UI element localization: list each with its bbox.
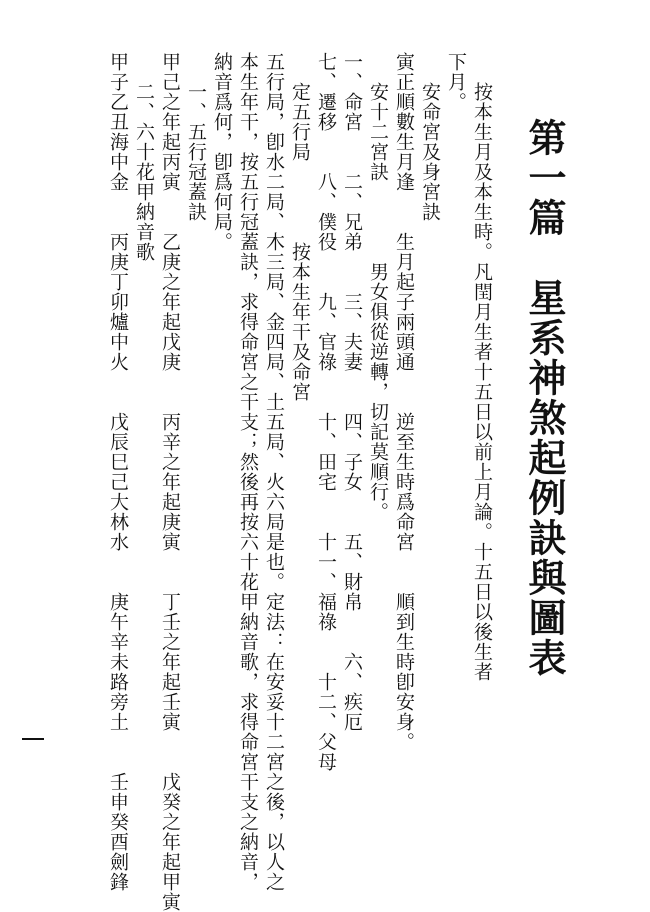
- palace-list-1: 一、命宮 二、兄弟 三、夫妻 四、子女 五、財帛 六、疾厄: [341, 52, 363, 732]
- text-column-15: 甲子乙丑海中金 丙庚丁卯爐中火 戊辰巳己大林水 庚午辛未路旁土 壬申癸酉劍鋒: [107, 52, 129, 892]
- section-heading-ming-gong: 安命宮及身宮訣: [419, 82, 441, 222]
- section-heading-twelve-palaces: 安十二宮訣 男女俱從逆轉，切記莫順行。: [367, 82, 389, 522]
- text-column-4: 寅正順數生月逢 生月起子兩頭通 逆至生時爲命宮 順到生時卽安身。: [393, 52, 415, 752]
- text-column-1: 按本生月及本生時。凡閏月生者十五日以前上月論。十五日以後生者: [471, 82, 493, 682]
- chapter-number: 第一篇: [522, 118, 567, 238]
- subsection-heading-1: 一、五行冠蓋訣: [185, 82, 207, 222]
- subsection-heading-2: 二、六十花甲納音歌: [133, 82, 155, 262]
- page-number-mark: [22, 738, 44, 740]
- text-column-13: 甲己之年起丙寅 乙庚之年起戊庚 丙辛之年起庚寅 丁壬之年起壬寅 戊癸之年起甲寅: [159, 52, 181, 912]
- text-column-9: 五行局，卽水二局、木三局、金四局、土五局、火六局是也。定法：在安妥十二宮之後，以人之: [263, 52, 285, 892]
- section-heading-wuxing: 定五行局 按本生年干及命宮: [289, 82, 311, 402]
- text-column-10: 本生年干，按五行冠蓋訣，求得命宮之干支；然後再按六十花甲納音歌，求得命宮干支之納音，: [237, 52, 259, 892]
- text-column-2: 下月。: [445, 52, 467, 112]
- text-column-11: 納音爲何，卽爲何局。: [211, 52, 233, 252]
- chapter-title: [522, 118, 567, 678]
- palace-list-2: 七、遷移 八、僕役 九、官祿 十、田宅 十一、福祿 十二、父母: [315, 52, 337, 772]
- chapter-heading: 星系神煞起例訣與圖表: [522, 278, 567, 678]
